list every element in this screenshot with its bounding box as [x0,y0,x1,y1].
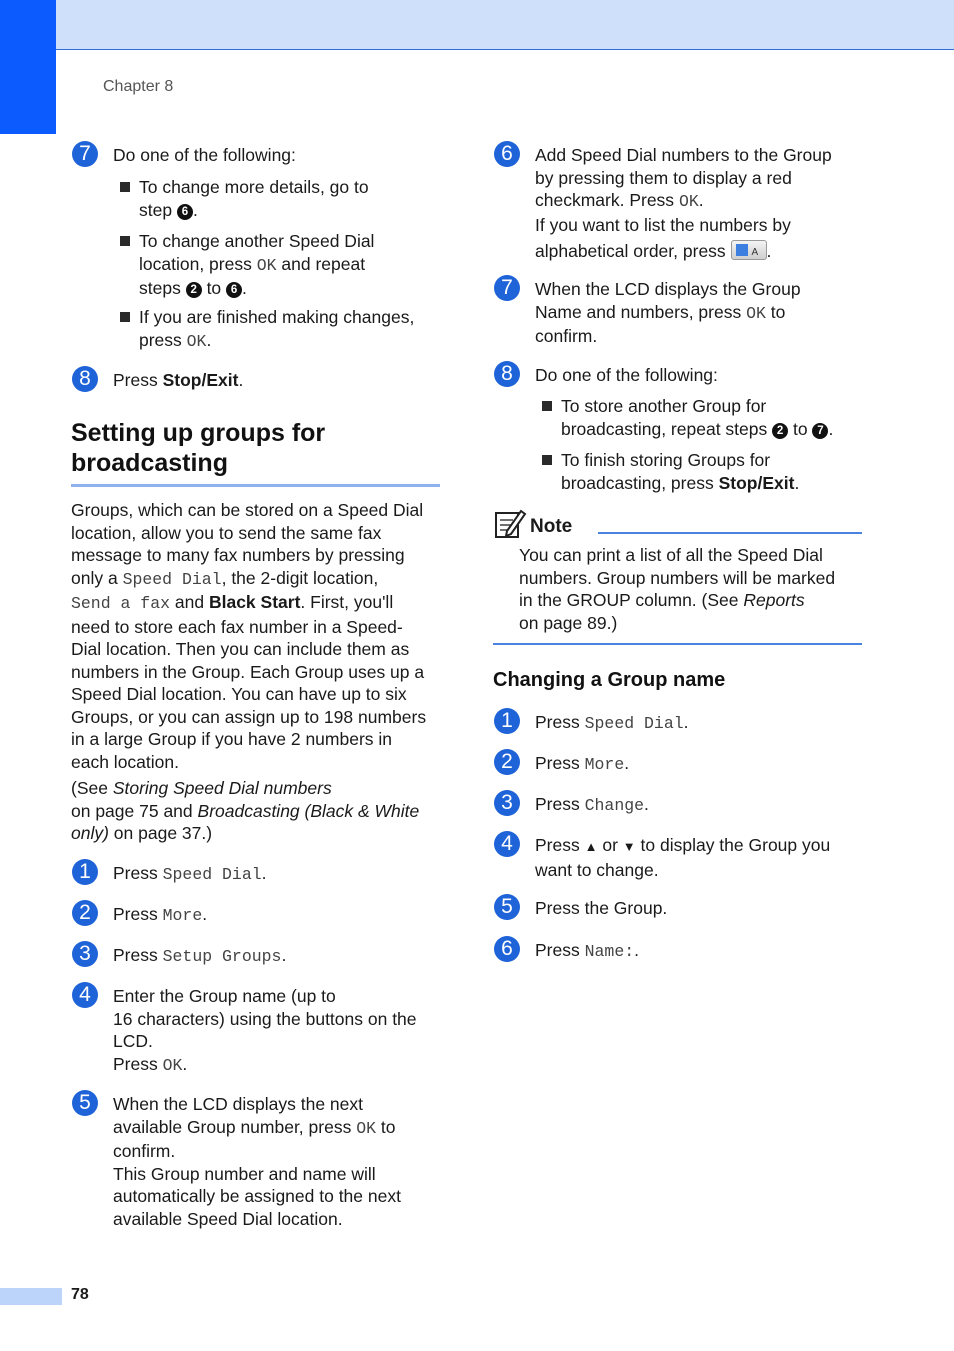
step-text: Press Speed Dial. [535,712,689,733]
step-text: Press Change. [535,794,649,815]
bullet-square-icon [542,401,552,411]
step-number: 6 [494,141,520,167]
step-number: 5 [72,1090,98,1116]
step-number: 8 [72,366,98,392]
step-text: When the LCD displays the Group Name and numbers, press OK to confirm. [535,279,801,346]
section-heading: Setting up groups for broadcasting [71,419,326,477]
step-number: 3 [72,941,98,967]
page-tab [0,1288,62,1305]
step-ref-icon: 6 [177,204,193,220]
bullet-square-icon [120,312,130,322]
reference-paragraph: (See Storing Speed Dial numbers on page 75 and Broadcasting (Black & White only) on page 37.) [71,778,420,843]
bullet-square-icon [542,455,552,465]
bullet-item: To finish storing Groups for broadcasting, press Stop/Exit. [561,449,799,494]
step-number: 8 [494,361,520,387]
step-text: Enter the Group name (up to 16 characters) using the buttons on the LCD. Press OK. [113,986,417,1075]
bullet-item: To store another Group for broadcasting, repeat steps 2 to 7 . [561,395,833,440]
step-ref-icon: 2 [186,282,202,298]
step-number: 1 [72,859,98,885]
step-number: 7 [494,275,520,301]
step-ref-icon: 6 [226,282,242,298]
step-ref-icon: 2 [772,423,788,439]
step-number: 2 [72,900,98,926]
step-text: Press Speed Dial. [113,863,267,884]
step-text: Press Stop/Exit. [113,370,244,390]
reference-link: Broadcasting (Black & White [197,800,420,821]
bullet-item: To change more details, go to step 6 . [139,176,369,221]
step-text: Add Speed Dial numbers to the Group by pressing them to display a red checkmark. Press OK. If you want to list the numbers by alphabetical order, press A . [535,145,832,261]
note-rule [598,532,862,534]
step-text: Press the Group. [535,898,668,918]
step-number: 2 [494,749,520,775]
step-text: Do one of the following: [535,365,718,385]
step-text: When the LCD displays the next available Group number, press OK to confirm. This Group number and name will automatically be assigned to the next available Speed Dial location. [113,1094,401,1229]
reference-link: Reports [743,590,805,610]
subsection-heading: Changing a Group name [493,669,726,691]
bullet-square-icon [120,182,130,192]
bullet-item: To change another Speed Dial location, press OK and repeat steps 2 to 6 . [139,230,374,300]
step-text: Press More. [113,904,208,925]
sort-alphabetical-icon: A [731,240,767,260]
arrow-down-icon: ▼ [622,839,636,854]
page-number: 78 [71,1286,89,1303]
header-band [0,0,954,50]
step-number: 7 [72,141,98,167]
step-number: 4 [72,982,98,1008]
bullet-item: If you are finished making changes, press OK. [139,306,414,353]
step-text: Press Setup Groups. [113,945,287,966]
step-text: Press More. [535,753,630,774]
chapter-label: Chapter 8 [103,78,174,95]
step-text: Press Name:. [535,940,639,961]
step-number: 1 [494,708,520,734]
step-number: 5 [494,894,520,920]
bullet-square-icon [120,236,130,246]
note-title: Note [530,516,573,537]
step-text: Do one of the following: [113,145,296,165]
note-body: You can print a list of all the Speed Dial numbers. Group numbers will be marked in the GROUP column. (See Reports on page 89.) [519,545,836,633]
step-number: 4 [494,831,520,857]
note-pencil-icon [493,507,527,541]
heading-rule [71,484,440,487]
step-ref-icon: 7 [812,423,828,439]
intro-paragraph: Groups, which can be stored on a Speed Dial location, allow you to send the same fax message to many fax numbers by pressing only a Speed Dial, the 2-digit location, Send a fax and Black Start. First, you'll need to store each fax number in a Speed- Dial location. Then you can include them as numbers in the Group. Each Group uses up a Speed Dial location. You can have up to six Groups, or you can assign up to 198 numbers in a large Group if you have 2 numbers in each location. [71,500,427,772]
reference-link: Storing Speed Dial numbers [112,778,332,798]
arrow-up-icon: ▲ [584,839,598,854]
chapter-tab [0,0,56,134]
step-number: 3 [494,790,520,816]
note-rule [493,643,862,645]
step-text: Press ▲ or ▼ to display the Group you want to change. [535,835,831,880]
step-number: 6 [494,936,520,962]
